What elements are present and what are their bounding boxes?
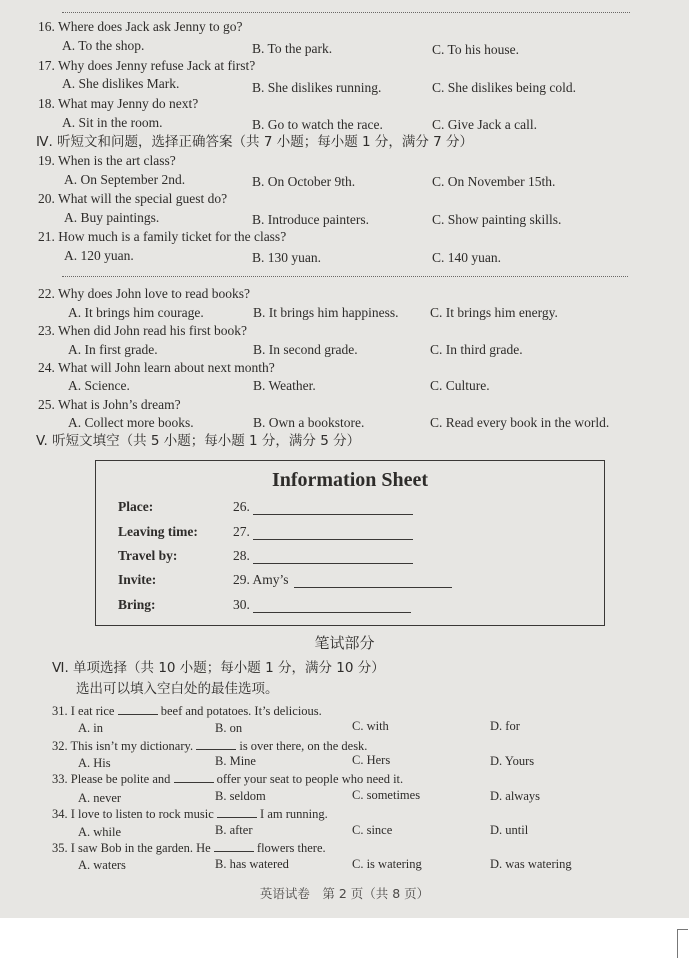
question-32-text-start: 32. This isn’t my dictionary. xyxy=(52,739,194,753)
option-31a: A. in xyxy=(78,721,103,735)
option-25c: C. Read every book in the world. xyxy=(430,415,610,430)
option-20a: A. Buy paintings. xyxy=(64,210,160,225)
option-32c: C. Hers xyxy=(352,753,391,767)
option-20c: C. Show painting skills. xyxy=(432,212,562,227)
question-32-blank[interactable] xyxy=(196,749,236,750)
option-24a: A. Science. xyxy=(68,378,130,393)
question-22: 22. Why does John love to read books? xyxy=(38,286,250,301)
sheet-label-travel-by: Travel by: xyxy=(118,548,178,563)
answer-blank-30[interactable] xyxy=(253,612,411,613)
sheet-number-29: 29. Amy’s xyxy=(233,572,289,587)
option-34b: B. after xyxy=(215,823,253,837)
option-23a: A. In first grade. xyxy=(68,342,158,357)
option-21a: A. 120 yuan. xyxy=(64,248,134,263)
option-35c: C. is watering xyxy=(352,857,422,871)
question-19: 19. When is the art class? xyxy=(38,153,176,168)
section-4-heading: Ⅳ. 听短文和问题，选择正确答案（共 7 小题；每小题 1 分，满分 7 分） xyxy=(36,134,474,150)
question-35-text-start: 35. I saw Bob in the garden. He xyxy=(52,841,211,855)
option-21b: B. 130 yuan. xyxy=(252,250,321,265)
question-34-blank[interactable] xyxy=(217,817,257,818)
question-23: 23. When did John read his first book? xyxy=(38,323,247,338)
sheet-label-leaving-time: Leaving time: xyxy=(118,524,198,539)
question-25: 25. What is John’s dream? xyxy=(38,397,181,412)
question-21: 21. How much is a family ticket for the class? xyxy=(38,229,287,244)
sheet-label-bring: Bring: xyxy=(118,597,156,612)
option-21c: C. 140 yuan. xyxy=(432,250,501,265)
question-31-blank[interactable] xyxy=(118,714,158,715)
option-23c: C. In third grade. xyxy=(430,342,523,357)
option-35d: D. was watering xyxy=(490,857,572,871)
question-33-text-end: offer your seat to people who need it. xyxy=(216,772,404,786)
option-25b: B. Own a bookstore. xyxy=(253,415,365,430)
option-32a: A. His xyxy=(78,756,111,770)
option-33c: C. sometimes xyxy=(352,788,421,802)
answer-blank-26[interactable] xyxy=(253,514,413,515)
option-18c: C. Give Jack a call. xyxy=(432,117,537,132)
question-17: 17. Why does Jenny refuse Jack at first? xyxy=(38,58,256,73)
option-17c: C. She dislikes being cold. xyxy=(432,80,576,95)
question-31 xyxy=(52,703,322,719)
answer-blank-28[interactable] xyxy=(253,563,413,564)
question-18: 18. What may Jenny do next? xyxy=(38,96,199,111)
option-22a: A. It brings him courage. xyxy=(68,305,204,320)
option-18a: A. Sit in the room. xyxy=(62,115,163,130)
option-34a: A. while xyxy=(78,825,122,839)
question-20: 20. What will the special guest do? xyxy=(38,191,228,206)
option-31c: C. with xyxy=(352,719,389,733)
information-sheet-title: Information Sheet xyxy=(271,469,429,491)
question-35-blank[interactable] xyxy=(214,851,254,852)
option-22b: B. It brings him happiness. xyxy=(253,305,399,320)
option-35b: B. has watered xyxy=(215,857,289,871)
written-section-title: 笔试部分 xyxy=(314,634,375,652)
option-17b: B. She dislikes running. xyxy=(252,80,382,95)
sheet-number-28: 28. xyxy=(233,548,250,563)
option-19c: C. On November 15th. xyxy=(432,174,556,189)
answer-blank-27[interactable] xyxy=(253,539,413,540)
option-19b: B. On October 9th. xyxy=(252,174,356,189)
option-18b: B. Go to watch the race. xyxy=(252,117,383,132)
option-24b: B. Weather. xyxy=(253,378,316,393)
question-34 xyxy=(52,806,328,822)
information-sheet xyxy=(95,460,605,626)
option-34d: D. until xyxy=(490,823,529,837)
option-35a: A. waters xyxy=(78,858,126,872)
sheet-label-place: Place: xyxy=(118,499,154,514)
option-17a: A. She dislikes Mark. xyxy=(62,76,180,91)
page-corner-mark xyxy=(677,929,688,958)
question-31-text-start: 31. I eat rice xyxy=(52,704,115,718)
option-32d: D. Yours xyxy=(490,754,535,768)
sheet-label-invite: Invite: xyxy=(118,572,157,587)
option-31d: D. for xyxy=(490,719,520,733)
mid-divider xyxy=(62,276,628,277)
option-16a: A. To the shop. xyxy=(62,38,145,53)
option-16c: C. To his house. xyxy=(432,42,519,57)
question-24: 24. What will John learn about next month? xyxy=(38,360,275,375)
section-6-instruction: 选出可以填入空白处的最佳选项。 xyxy=(76,681,279,697)
section-6-heading: Ⅵ. 单项选择（共 10 小题；每小题 1 分，满分 10 分） xyxy=(52,660,385,676)
option-33b: B. seldom xyxy=(215,789,266,803)
question-31-text-end: beef and potatoes. It’s delicious. xyxy=(160,704,322,718)
question-33 xyxy=(52,771,403,787)
option-25a: A. Collect more books. xyxy=(68,415,194,430)
question-32-text-end: is over there, on the desk. xyxy=(239,739,368,753)
question-35 xyxy=(52,840,326,856)
question-33-blank[interactable] xyxy=(174,782,214,783)
option-16b: B. To the park. xyxy=(252,41,333,56)
option-19a: A. On September 2nd. xyxy=(64,172,186,187)
option-33a: A. never xyxy=(78,791,122,805)
section-5-heading: V. 听短文填空（共 5 小题；每小题 1 分，满分 5 分） xyxy=(36,433,361,449)
question-33-text-start: 33. Please be polite and xyxy=(52,772,171,786)
option-24c: C. Culture. xyxy=(430,378,490,393)
option-34c: C. since xyxy=(352,823,393,837)
option-33d: D. always xyxy=(490,789,540,803)
sheet-number-26: 26. xyxy=(233,499,250,514)
question-34-text-end: I am running. xyxy=(260,807,328,821)
option-32b: B. Mine xyxy=(215,754,256,768)
sheet-number-27: 27. xyxy=(233,524,250,539)
sheet-number-30: 30. xyxy=(233,597,250,612)
option-31b: B. on xyxy=(215,721,243,735)
question-16: 16. Where does Jack ask Jenny to go? xyxy=(38,19,243,34)
option-22c: C. It brings him energy. xyxy=(430,305,558,320)
option-23b: B. In second grade. xyxy=(253,342,358,357)
question-32 xyxy=(52,738,367,754)
question-35-text-end: flowers there. xyxy=(256,841,326,855)
page-footer: 英语试卷 第 2 页（共 8 页） xyxy=(259,886,430,901)
answer-blank-29[interactable] xyxy=(294,587,452,588)
question-34-text-start: 34. I love to listen to rock music xyxy=(52,807,214,821)
option-20b: B. Introduce painters. xyxy=(252,212,369,227)
top-divider xyxy=(62,12,630,13)
